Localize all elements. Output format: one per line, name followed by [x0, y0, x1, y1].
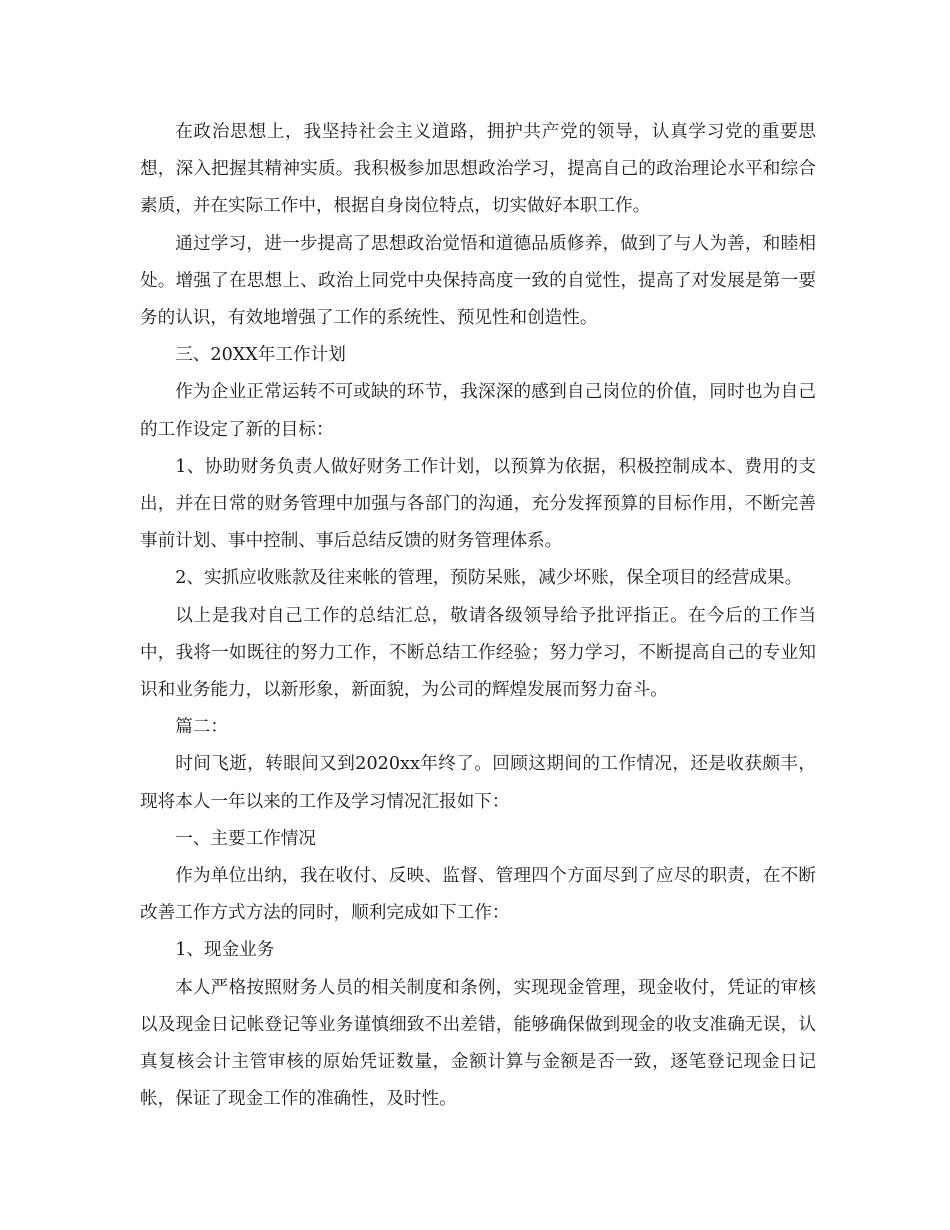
paragraph-political-thought: 在政治思想上，我坚持社会主义道路，拥护共产党的领导，认真学习党的重要思想，深入把握其精神实质。我积极参加思想政治学习，提高自己的政治理论水平和综合素质，并在实际工作中，根据自身岗位特点，切实做好本职工作。: [140, 122, 816, 217]
paragraph-plan-item-1: 1、协助财务负责人做好财务工作计划，以预算为依据，积极控制成本、费用的支出，并在日常的财务管理中加强与各部门的沟通，充分发挥预算的目标作用，不断完善事前计划、事中控制、事后总结反馈的财务管理体系。: [140, 456, 816, 552]
paragraph-part-two-intro: 时间飞逝，转眼间又到2020xx年终了。回顾这期间的工作情况，还是收获颇丰，现将本人一年以来的工作及学习情况汇报如下：: [140, 754, 816, 812]
paragraph-summary-conclusion: 以上是我对自己工作的总结汇总，敬请各级领导给予批评指正。在今后的工作当中，我将一如既往的努力工作，不断总结工作经验；努力学习，不断提高自己的专业知识和业务能力，以新形象，新面貌，为公司的辉煌发展而努力奋斗。: [140, 605, 816, 701]
paragraph-cashier-role: 作为单位出纳，我在收付、反映、监督、管理四个方面尽到了应尽的职责，在不断改善工作方式方法的同时，顺利完成如下工作：: [140, 866, 816, 924]
document-body: [140, 114, 816, 1118]
section-heading-main-work: 一、主要工作情况: [175, 828, 316, 849]
section-heading-part-two: 篇二：: [175, 717, 228, 738]
subheading-cash-business: 1、现金业务: [175, 940, 275, 961]
section-heading-work-plan: 三、20XX年工作计划: [175, 345, 346, 366]
paragraph-study-results: 通过学习，进一步提高了思想政治觉悟和道德品质修养，做到了与人为善，和睦相处。增强了在思想上、政治上同党中央保持高度一致的自觉性，提高了对发展是第一要务的认识，有效地增强了工作的系统性、预见性和创造性。: [140, 233, 816, 329]
paragraph-plan-item-2: 2、实抓应收账款及往来帐的管理，预防呆账，减少坏账，保全项目的经营成果。: [175, 568, 803, 589]
paragraph-plan-intro: 作为企业正常运转不可或缺的环节，我深深的感到自己岗位的价值，同时也为自己的工作设定了新的目标：: [140, 382, 816, 440]
paragraph-cash-business-detail: 本人严格按照财务人员的相关制度和条例，实现现金管理，现金收付，凭证的审核以及现金日记帐登记等业务谨慎细致不出差错，能够确保做到现金的收支准确无误，认真复核会计主管审核的原始凭证数量，金额计算与金额是否一致，逐笔登记现金日记帐，保证了现金工作的准确性，及时性。: [140, 977, 816, 1110]
